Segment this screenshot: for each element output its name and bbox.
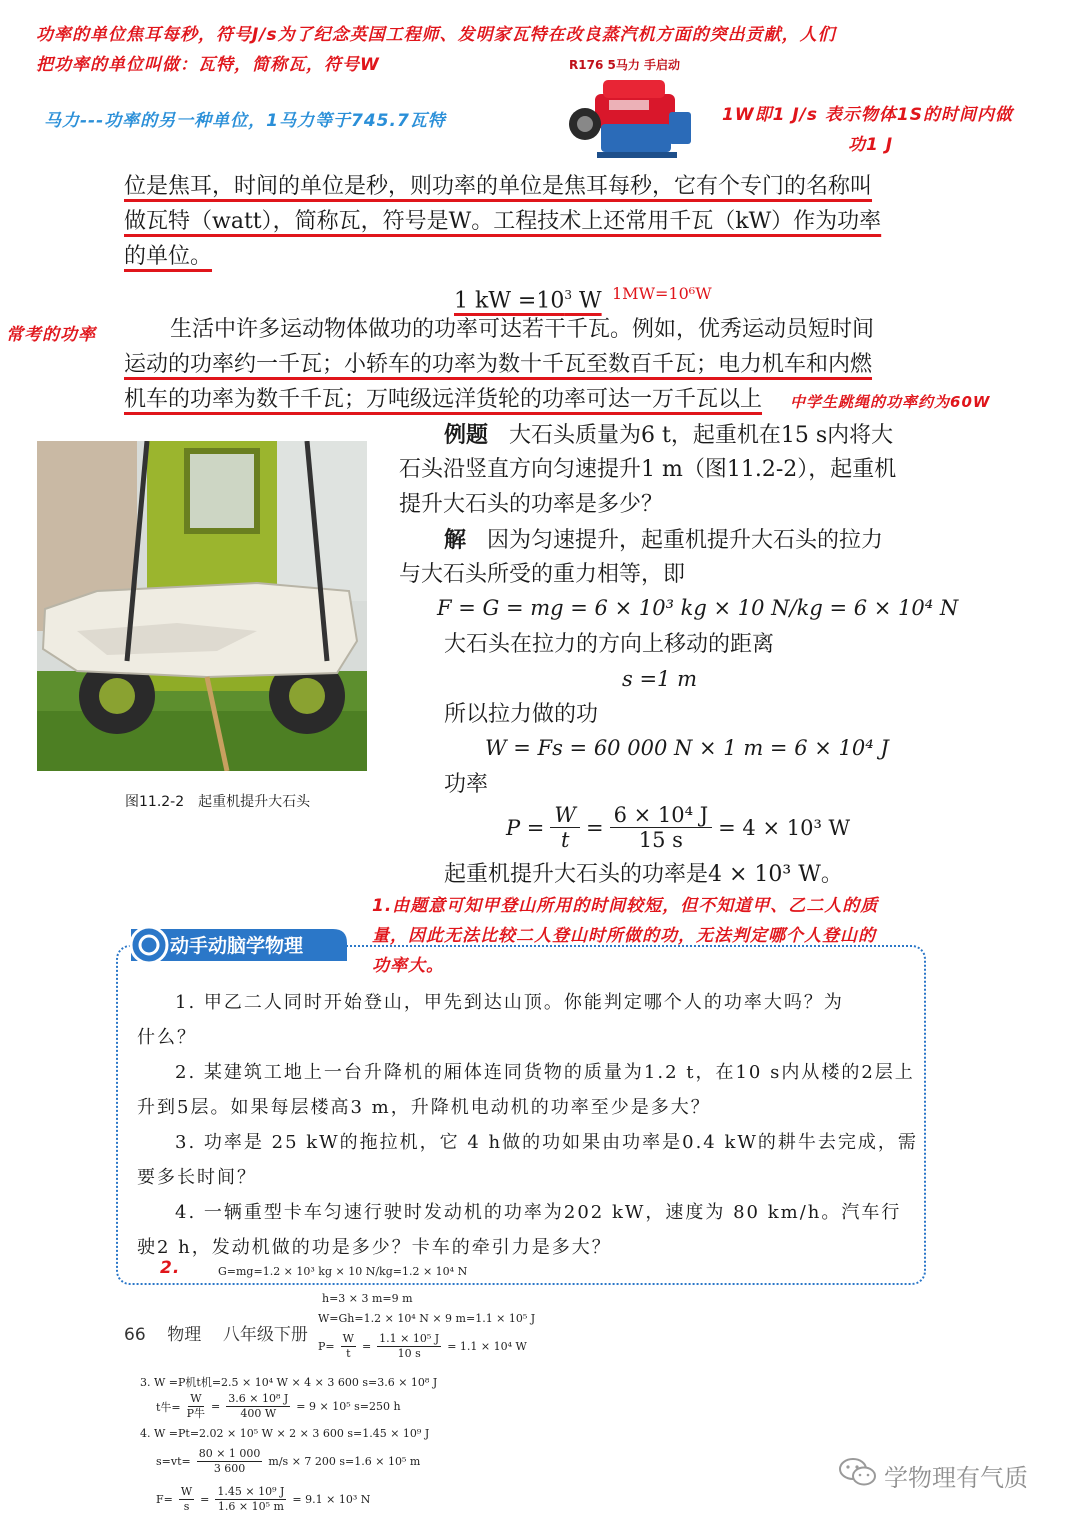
answer4-distance: s=vt= $\frac{80 \times 1 000}{3 600}$ m/s × 7 200 s=1.6 × 10⁵ m xyxy=(156,1447,421,1475)
annotation-watt-line2: 功1 J xyxy=(848,135,894,155)
solution-line2: 与大石头所受的重力相等，即 xyxy=(399,562,686,587)
diesel-engine-image xyxy=(565,72,700,164)
example-line2: 石头沿竖直方向匀速提升1 m（图11.2-2），起重机 xyxy=(399,457,897,482)
distance-text: 大石头在拉力的方向上移动的距离 xyxy=(444,632,775,657)
example-line3: 提升大石头的功率是多少？ xyxy=(399,492,664,517)
figure-caption: 图11.2-2 起重机提升大石头 xyxy=(125,794,311,810)
kilowatt-equation: 1 kW $=10^3$ W xyxy=(454,288,602,314)
question4-line2: 驶2 h，发动机做的功是多少？卡车的牵引力是多大？ xyxy=(137,1237,612,1258)
annotation-answer2-label: 2. xyxy=(160,1258,181,1278)
footer-subject: 物理 xyxy=(167,1325,202,1345)
solution-line1: 解 因为匀速提升，起重机提升大石头的拉力 xyxy=(444,527,884,553)
exercise-title: 动手动脑学物理 xyxy=(170,935,304,957)
equation-distance: s =1 m xyxy=(622,667,697,691)
answer4-work: 4. W =Pt=2.02 × 10⁵ W × 2 × 3 600 s=1.45 × 10⁹ J xyxy=(140,1427,430,1440)
equation-force: F = G = mg = 6 × 10³ kg × 10 N/kg = 6 × 10⁴ N xyxy=(437,596,959,620)
question3-line2: 要多长时间？ xyxy=(137,1167,257,1188)
crane-stone-photo xyxy=(37,441,367,771)
annotation-common-power: 常考的功率 xyxy=(6,325,96,345)
annotation-top-line1: 功率的单位焦耳每秒，符号J/s为了纪念英国工程师、发明家瓦特在改良蒸汽机方面的突出贡献，人们 xyxy=(36,25,836,45)
paragraph2-line2: 运动的功率约一千瓦；小轿车的功率为数十千瓦至数百千瓦；电力机车和内燃 xyxy=(124,352,873,377)
power-text: 功率 xyxy=(444,772,489,797)
watermark-text: 学物理有气质 xyxy=(884,1464,1028,1492)
example-label: 例题 xyxy=(444,422,489,448)
answer2-gravity: G=mg=1.2 × 10³ kg × 10 N/kg=1.2 × 10⁴ N xyxy=(218,1265,468,1278)
paragraph1-line2: 做瓦特（watt），简称瓦，符号是W。工程技术上还常用千瓦（kW）作为功率 xyxy=(124,209,882,234)
annotation-answer1-line1: 1.由题意可知甲登山所用的时间较短，但不知道甲、乙二人的质 xyxy=(372,896,879,916)
answer3-work: 3. W =P机t机=2.5 × 10⁴ W × 4 × 3 600 s=3.6 × 10⁸ J xyxy=(140,1376,438,1389)
question2-line1: 2. 某建筑工地上一台升降机的厢体连同货物的质量为1.2 t，在10 s内从楼的2层上 xyxy=(175,1062,915,1083)
annotation-top-line2: 把功率的单位叫做：瓦特，简称瓦，符号W xyxy=(36,55,380,75)
wechat-icon xyxy=(838,1456,878,1488)
engine-caption: R176 5马力 手启动 xyxy=(569,58,680,72)
annotation-watt-line1: 1W即1 J/s 表示物体1S的时间内做 xyxy=(722,105,1013,125)
equation-power: P = $\frac{W}{t}$ = $\frac{\text{6 × 10⁴ J}}{15 s}$ = 4 × 10³ W xyxy=(506,803,851,852)
annotation-answer1-line2: 量，因此无法比较二人登山时所做的功，无法判定哪个人登山的 xyxy=(372,926,876,946)
question4-line1: 4. 一辆重型卡车匀速行驶时发动机的功率为202 kW，速度为 80 km/h。汽车行 xyxy=(175,1202,902,1223)
paragraph1-line1: 位是焦耳，时间的单位是秒，则功率的单位是焦耳每秒，它有个专门的名称叫 xyxy=(124,174,873,199)
paragraph2-line1: 生活中许多运动物体做功的功率可达若干千瓦。例如，优秀运动员短时间 xyxy=(170,317,875,342)
paragraph1-line3: 的单位。 xyxy=(124,244,213,269)
solution-label: 解 xyxy=(444,527,467,553)
answer4-force: F= $\frac{W}{s}$ = $\frac{\text{1.45 × 10⁹ J}}{\text{1.6 × 10⁵ m}}$ = 9.1 × 10³ N xyxy=(156,1485,371,1513)
answer2-power: P= $\frac{W}{t}$ = $\frac{\text{1.1 × 10⁵ J}}{10 s}$ = 1.1 × 10⁴ W xyxy=(318,1332,527,1360)
answer2-height: h=3 × 3 m=9 m xyxy=(322,1292,413,1305)
work-text: 所以拉力做的功 xyxy=(444,702,599,727)
page-number: 66 xyxy=(124,1325,146,1345)
answer3-time: t牛= $\frac{W}{\text{P牛}}$ = $\frac{\text{3.6 × 10⁸ J}}{400 W}$ = 9 × 10⁵ s=250 h xyxy=(156,1392,401,1420)
footer-grade: 八年级下册 xyxy=(222,1325,308,1345)
question3-line1: 3. 功率是 25 kW的拖拉机，它 4 h做的功如果由功率是0.4 kW的耕牛去完成，需 xyxy=(175,1132,918,1153)
paragraph2-line3: 机车的功率为数千千瓦；万吨级远洋货轮的功率可达一万千瓦以上 xyxy=(124,387,763,412)
annotation-answer1-line3: 功率大。 xyxy=(372,956,444,976)
example-line1: 例题 大石头质量为6 t，起重机在15 s内将大 xyxy=(444,422,894,448)
conclusion-text: 起重机提升大石头的功率是4 × 10³ W。 xyxy=(444,862,843,887)
annotation-megawatt: 1MW=10⁶W xyxy=(612,284,712,303)
answer2-work: W=Gh=1.2 × 10⁴ N × 9 m=1.1 × 10⁵ J xyxy=(318,1312,536,1325)
annotation-horsepower: 马力---功率的另一种单位，1马力等于745.7瓦特 xyxy=(44,111,446,131)
question2-line2: 升到5层。如果每层楼高3 m，升降机电动机的功率至少是多大？ xyxy=(137,1097,711,1118)
page-footer xyxy=(124,1320,308,1345)
question1-line1: 1. 甲乙二人同时开始登山，甲先到达山顶。你能判定哪个人的功率大吗？为 xyxy=(175,992,844,1013)
question1-line2: 什么？ xyxy=(137,1027,197,1048)
equation-work: W = Fs = 60 000 N × 1 m = 6 × 10⁴ J xyxy=(485,736,889,760)
annotation-rope-skipping: 中学生跳绳的功率约为60W xyxy=(790,393,991,411)
